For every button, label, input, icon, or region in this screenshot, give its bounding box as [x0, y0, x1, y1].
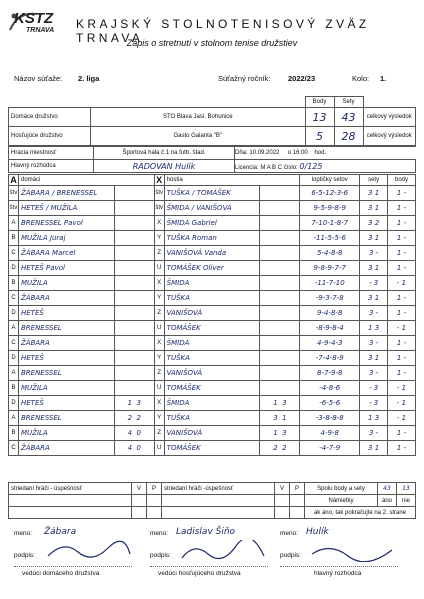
license-value: M A B C — [260, 164, 283, 171]
home-tally — [114, 351, 154, 366]
points-result: - 1 — [388, 396, 416, 411]
match-row — [9, 321, 416, 336]
referee-value: RADOVAN Hulík — [94, 160, 235, 173]
home-tally-p: 2 — [136, 414, 141, 422]
season-value: 2022/23 — [288, 74, 316, 83]
home-team-value: STO Blava Jasl. Bohunice — [91, 108, 306, 127]
points-result: 1 - — [388, 291, 416, 306]
home-tally — [114, 186, 154, 201]
home-player: BRENESSEL — [18, 411, 114, 426]
match-row — [9, 186, 416, 201]
guest-tally — [260, 351, 300, 366]
sub-guest-v: V — [275, 483, 290, 495]
guest-sign-label: podpis: — [150, 552, 171, 559]
guest-position: štv — [154, 201, 164, 216]
sets-result: 3 - — [360, 246, 388, 261]
match-row — [9, 441, 416, 456]
form-title: Zápis o stretnutí v stolnom tenise družstiev — [126, 38, 298, 48]
home-tally-v: 4 — [127, 444, 133, 452]
match-row — [9, 336, 416, 351]
home-tally-v: 4 — [127, 429, 133, 437]
guest-sets: 28 — [334, 127, 363, 146]
col-setpoints: loptičky setov — [300, 175, 360, 186]
home-position: A — [9, 216, 19, 231]
col-guest: hostia — [164, 175, 300, 186]
home-tally — [114, 321, 154, 336]
home-player: ŽÁBARA — [18, 336, 114, 351]
home-tally — [114, 216, 154, 231]
venue-label: Hracia miestnosť — [9, 147, 94, 160]
guest-position: X — [154, 396, 164, 411]
guest-signature-icon — [178, 540, 268, 562]
col-a: A — [10, 175, 17, 185]
home-player: MUŽILA — [18, 276, 114, 291]
match-row — [9, 411, 416, 426]
match-row — [9, 396, 416, 411]
total-sets-home: 43 — [378, 483, 397, 495]
guest-tally — [260, 366, 300, 381]
guest-tally — [260, 441, 300, 456]
home-leader-name: Žábara — [44, 527, 77, 537]
sub-home-label: striedaní hráči - úspešnosť — [9, 483, 132, 495]
home-player: ŽÁBARA — [18, 291, 114, 306]
header-table — [8, 96, 416, 146]
guest-position: Y — [154, 351, 164, 366]
time-label: o — [287, 150, 292, 156]
home-position: B — [9, 231, 19, 246]
total-label: Spolu body a sety — [305, 483, 378, 495]
match-row — [9, 216, 416, 231]
guest-player: VANIŠOVÁ — [164, 306, 260, 321]
points-result: 1 - — [388, 351, 416, 366]
home-player: HETEŠ Pavol — [18, 261, 114, 276]
home-player: MUŽILA — [18, 426, 114, 441]
home-tally — [114, 231, 154, 246]
guest-position: Z — [154, 306, 164, 321]
footer-table — [8, 482, 416, 519]
match-row — [9, 306, 416, 321]
home-position: B — [9, 426, 19, 441]
match-row — [9, 261, 416, 276]
sets-result: 3 - — [360, 336, 388, 351]
sets-result: 3 2 — [360, 216, 388, 231]
guest-player: TUŠKA / TOMÁŠEK — [164, 186, 260, 201]
union-title: KRAJSKÝ STOLNOTENISOVÝ ZVÄZ TRNAVA — [76, 17, 370, 45]
guest-tally-v: 3 — [273, 414, 278, 422]
home-sign-line — [14, 566, 132, 567]
home-tally-v: 1 — [127, 399, 133, 407]
guest-tally-p: 1 — [282, 414, 287, 422]
continue-label: ak áno, tak pokračujte na 2. strane — [305, 507, 416, 519]
home-tally — [114, 396, 154, 411]
home-player: ŽÁBARA / BRENESSEL — [18, 186, 114, 201]
guest-tally-v: 2 — [273, 444, 278, 452]
sets-result: 3 1 — [360, 201, 388, 216]
season-label: Súťažný ročník: — [218, 74, 271, 83]
set-scores: 9-8-9-7-7 — [300, 261, 360, 276]
guest-position: X — [154, 216, 164, 231]
guest-player: VANIŠOVÁ — [164, 426, 260, 441]
set-scores: 7-10-1-8-7 — [300, 216, 360, 231]
guest-player: VANIŠOVÁ Vanda — [164, 246, 260, 261]
guest-position: Z — [154, 426, 164, 441]
points-result: - 1 — [388, 276, 416, 291]
sets-result: - 3 — [360, 396, 388, 411]
guest-tally — [260, 381, 300, 396]
col-x: X — [156, 175, 163, 185]
home-tally — [114, 411, 154, 426]
referee-signature-icon — [308, 540, 398, 562]
points-result: - 1 — [388, 381, 416, 396]
points-result: 1 - — [388, 246, 416, 261]
date-label: Dňa: — [235, 150, 248, 156]
match-table — [8, 174, 416, 456]
points-result: 1 - — [388, 426, 416, 441]
objections-label: Námietky — [305, 495, 378, 507]
guest-tally — [260, 261, 300, 276]
set-scores: -4-8-6 — [300, 381, 360, 396]
home-player: ŽÁBARA Marcel — [18, 246, 114, 261]
match-row — [9, 201, 416, 216]
guest-player: TOMÁŠEK — [164, 321, 260, 336]
points-result: 1 - — [388, 366, 416, 381]
points-result: - 1 — [388, 321, 416, 336]
home-result-label: celkový výsledok — [363, 108, 416, 127]
sub-guest-label: striedaní hráči -úspešnosť — [162, 483, 275, 495]
logo-main-text: KSTZ — [14, 10, 54, 27]
competition-label: Názov súťaže: — [14, 74, 63, 83]
home-position: D — [9, 396, 19, 411]
home-tally-v: 2 — [127, 414, 133, 422]
guest-position: Z — [154, 366, 164, 381]
guest-tally — [260, 246, 300, 261]
guest-player: TUŠKA — [164, 411, 260, 426]
home-tally — [114, 366, 154, 381]
match-row — [9, 381, 416, 396]
guest-tally — [260, 306, 300, 321]
hour-label: hod. — [314, 150, 327, 156]
guest-name-label: meno: — [150, 530, 169, 537]
guest-player: ŠMIDA Gabriel — [164, 216, 260, 231]
sets-result: 3 - — [360, 426, 388, 441]
home-position: štv — [9, 201, 19, 216]
total-sets-guest: 13 — [397, 483, 416, 495]
match-row — [9, 291, 416, 306]
date-value: 10.09.2022 — [249, 150, 280, 156]
home-player: BRENESSEL Pavol — [18, 216, 114, 231]
referee-sign-label: podpis: — [280, 552, 301, 559]
guest-tally — [260, 231, 300, 246]
points-result: 1 - — [388, 261, 416, 276]
guest-position: X — [154, 336, 164, 351]
set-scores: -7-4-8-9 — [300, 351, 360, 366]
guest-player: ŠMIDA — [164, 336, 260, 351]
sets-result: 1 3 — [360, 411, 388, 426]
home-position: C — [9, 441, 19, 456]
sets-result: 3 1 — [360, 351, 388, 366]
match-row — [9, 351, 416, 366]
home-player: HETEŠ — [18, 306, 114, 321]
home-sign-label: podpis: — [14, 552, 35, 559]
referee-label: Hlavný rozhodca — [9, 160, 94, 173]
guest-player: ŠMIDA / VANIŠOVÁ — [164, 201, 260, 216]
set-scores: 9-4-8-8 — [300, 306, 360, 321]
sets-result: - 3 — [360, 276, 388, 291]
guest-tally — [260, 396, 300, 411]
guest-tally — [260, 321, 300, 336]
guest-tally-v: 1 — [273, 429, 278, 437]
points-result: 1 - — [388, 441, 416, 456]
license-label: Licencia: — [235, 164, 259, 171]
guest-player: ŠMIDA — [164, 276, 260, 291]
guest-tally — [260, 276, 300, 291]
guest-position: U — [154, 441, 164, 456]
match-row — [9, 231, 416, 246]
set-scores: -11-7-10 — [300, 276, 360, 291]
referee-sign-line — [280, 566, 398, 567]
home-player: BRENESSEL — [18, 366, 114, 381]
guest-position: X — [154, 276, 164, 291]
sets-result: 3 1 — [360, 291, 388, 306]
home-points: 13 — [305, 108, 334, 127]
guest-player: TOMÁŠEK Oliver — [164, 261, 260, 276]
guest-player: ŠMIDA — [164, 396, 260, 411]
home-position: D — [9, 261, 19, 276]
round-value: 1. — [380, 74, 387, 83]
guest-tally — [260, 426, 300, 441]
objections-yes: áno — [378, 495, 397, 507]
match-row — [9, 246, 416, 261]
guest-tally — [260, 291, 300, 306]
guest-tally-v: 1 — [273, 399, 278, 407]
guest-result-label: celkový výsledok — [363, 127, 416, 146]
set-scores: 4-9-4-3 — [300, 336, 360, 351]
guest-tally — [260, 186, 300, 201]
home-position: A — [9, 366, 19, 381]
match-row — [9, 276, 416, 291]
points-result: 1 - — [388, 306, 416, 321]
home-player: ŽÁBARA — [18, 441, 114, 456]
sets-result: 3 1 — [360, 186, 388, 201]
venue-value: Športová hala č.1 na futb. štad. — [94, 147, 235, 160]
set-scores: -11-5-5-6 — [300, 231, 360, 246]
guest-tally — [260, 216, 300, 231]
home-position: D — [9, 351, 19, 366]
set-scores: 9-5-9-8-9 — [300, 201, 360, 216]
set-scores: 5-4-8-8 — [300, 246, 360, 261]
guest-position: U — [154, 381, 164, 396]
match-row — [9, 426, 416, 441]
set-scores: 8-7-9-8 — [300, 366, 360, 381]
home-sets: 43 — [334, 108, 363, 127]
home-player: MUŽILA Juraj — [18, 231, 114, 246]
guest-points: 5 — [305, 127, 334, 146]
guest-player: TOMÁŠEK — [164, 381, 260, 396]
sets-result: 3 1 — [360, 261, 388, 276]
points-header: Body — [305, 97, 334, 108]
sub-guest-p: P — [290, 483, 305, 495]
guest-player: TUŠKA — [164, 351, 260, 366]
guest-tally-p: 3 — [282, 399, 287, 407]
guest-position: štv — [154, 186, 164, 201]
home-position: D — [9, 306, 19, 321]
home-tally — [114, 306, 154, 321]
points-result: 1 - — [388, 201, 416, 216]
points-result: 1 - — [388, 231, 416, 246]
guest-position: Y — [154, 291, 164, 306]
guest-sign-line — [150, 566, 268, 567]
guest-tally — [260, 411, 300, 426]
competition-value: 2. liga — [78, 74, 100, 83]
home-position: A — [9, 411, 19, 426]
points-result: 1 - — [388, 186, 416, 201]
points-result: 1 - — [388, 336, 416, 351]
sets-result: 1 3 — [360, 321, 388, 336]
guest-player: TOMÁŠEK — [164, 441, 260, 456]
home-player: BRENESSEL — [18, 321, 114, 336]
number-value: 0/125 — [299, 161, 323, 171]
home-tally-p: 0 — [136, 429, 141, 437]
referee-title: hlavný rozhodca — [314, 570, 362, 577]
home-player: HETEŠ / MUŽILA — [18, 201, 114, 216]
set-scores: -3-8-8-8 — [300, 411, 360, 426]
home-position: štv — [9, 186, 19, 201]
guest-tally — [260, 201, 300, 216]
time-value: 16:00 — [292, 150, 308, 156]
objections-no: nie — [397, 495, 416, 507]
guest-position: U — [154, 261, 164, 276]
home-tally — [114, 276, 154, 291]
sets-result: 3 1 — [360, 441, 388, 456]
home-tally — [114, 381, 154, 396]
guest-position: Y — [154, 231, 164, 246]
guest-leader-name: Ladislav Šiňo — [176, 527, 236, 537]
home-tally — [114, 336, 154, 351]
guest-position: Z — [154, 246, 164, 261]
home-name-label: meno: — [14, 530, 33, 537]
home-tally-p: 3 — [136, 399, 141, 407]
points-result: 1 - — [388, 216, 416, 231]
home-tally — [114, 261, 154, 276]
sets-header: Sety — [334, 97, 363, 108]
guest-team-label: Hosťujúce družstvo — [9, 127, 91, 146]
home-team-label: Domáce družstvo — [9, 108, 91, 127]
guest-leader-title: vedúci hosťujúceho družstva — [158, 570, 241, 577]
sub-home-v: V — [132, 483, 147, 495]
home-position: A — [9, 321, 19, 336]
set-scores: -8-9-8-4 — [300, 321, 360, 336]
guest-position: Y — [154, 411, 164, 426]
guest-player: TUŠKA — [164, 291, 260, 306]
home-player: HETEŠ — [18, 351, 114, 366]
sets-result: 3 - — [360, 306, 388, 321]
number-label: číslo: — [283, 164, 298, 171]
col-home: domáci — [18, 175, 154, 186]
referee-name: Hulík — [306, 527, 329, 537]
home-tally-p: 0 — [136, 444, 141, 452]
guest-position: U — [154, 321, 164, 336]
home-position: C — [9, 336, 19, 351]
home-position: C — [9, 246, 19, 261]
set-scores: -9-3-7-8 — [300, 291, 360, 306]
guest-player: VANIŠOVÁ — [164, 366, 260, 381]
home-leader-title: vedúci domáceho družstva — [22, 570, 100, 577]
logo-sub-text: TRNAVA — [26, 27, 55, 34]
home-position: C — [9, 291, 19, 306]
guest-player: TUŠKA Roman — [164, 231, 260, 246]
home-player: MUŽILA — [18, 381, 114, 396]
set-scores: 6-5-12-3-6 — [300, 186, 360, 201]
sets-result: - 3 — [360, 381, 388, 396]
sets-result: 3 - — [360, 366, 388, 381]
home-position: B — [9, 276, 19, 291]
set-scores: -4-7-9 — [300, 441, 360, 456]
home-position: B — [9, 381, 19, 396]
set-scores: 4-9-8 — [300, 426, 360, 441]
sets-result: 3 1 — [360, 231, 388, 246]
points-result: - 1 — [388, 411, 416, 426]
guest-tally-p: 2 — [282, 444, 287, 452]
home-tally — [114, 246, 154, 261]
home-tally — [114, 201, 154, 216]
venue-table — [8, 146, 416, 173]
sub-home-p: P — [147, 483, 162, 495]
round-label: Kolo: — [352, 74, 370, 83]
set-scores: -6-5-6 — [300, 396, 360, 411]
col-sets: sety — [360, 175, 388, 186]
col-points: body — [388, 175, 416, 186]
guest-tally — [260, 336, 300, 351]
home-player: HETEŠ — [18, 396, 114, 411]
guest-tally-p: 3 — [282, 429, 287, 437]
home-tally — [114, 441, 154, 456]
guest-team-value: Gasto Galanta "B" — [91, 127, 306, 146]
home-tally — [114, 291, 154, 306]
home-tally — [114, 426, 154, 441]
home-signature-icon — [44, 540, 134, 562]
referee-name-label: meno: — [280, 530, 299, 537]
match-row — [9, 366, 416, 381]
